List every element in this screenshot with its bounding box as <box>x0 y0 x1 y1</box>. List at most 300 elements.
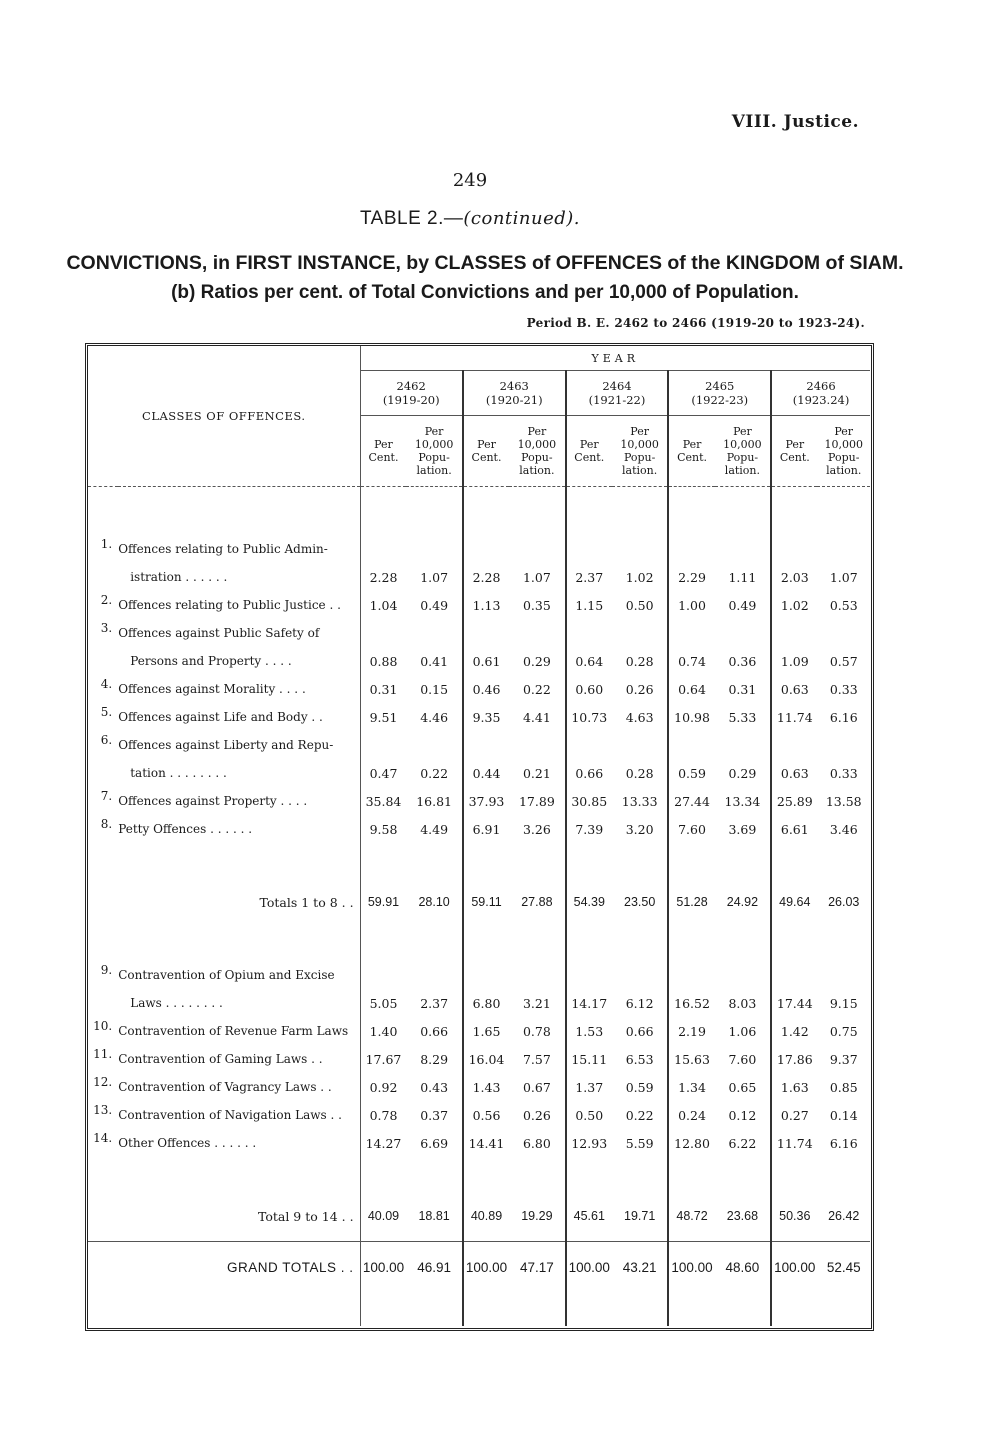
per-cent-value: 0.47 <box>360 759 406 787</box>
year-be: 2463 <box>499 379 529 393</box>
per-cent-value: 17.44 <box>771 989 817 1017</box>
per-pop-line: lation. <box>826 464 862 477</box>
year-be: 2466 <box>806 379 836 393</box>
offence-label: Offences against Life and Body . . <box>118 710 323 724</box>
per-10000-value: 0.59 <box>625 1079 654 1095</box>
gap-cell <box>817 1157 870 1191</box>
per-pop-line: Popu- <box>521 451 553 464</box>
gap-cell <box>463 927 509 961</box>
row-number: 6. <box>100 733 113 747</box>
spacer-cell <box>509 961 565 989</box>
per-10000-value: 0.26 <box>522 1107 551 1123</box>
total-per-cent: 45.61 <box>566 1191 612 1242</box>
row-number: 2. <box>100 593 113 607</box>
per-10000-value: 0.22 <box>625 1107 654 1123</box>
gap-cell <box>88 843 118 877</box>
gap-cell <box>509 1157 565 1191</box>
per-cent-value: 11.74 <box>771 1129 817 1157</box>
per-cent-line: Per <box>785 438 805 451</box>
per-cent-line: Per <box>477 438 496 451</box>
total-per-10000: 19.29 <box>521 1209 553 1223</box>
gap-cell <box>360 927 406 961</box>
spacer-cell <box>406 535 462 563</box>
spacer-cell <box>668 961 714 989</box>
per-cent-header <box>771 416 817 487</box>
per-10000-value: 0.65 <box>728 1079 757 1095</box>
spacer-cell <box>566 619 612 647</box>
offence-label: Contravention of Navigation Laws . . <box>118 1108 342 1122</box>
per-cent-value: 0.31 <box>360 675 406 703</box>
per-cent-header <box>463 416 509 487</box>
per-cent-value: 12.80 <box>668 1129 714 1157</box>
per-10000-value: 6.12 <box>625 995 654 1011</box>
per-cent-value: 1.04 <box>360 591 406 619</box>
section-heading: VIII. Justice. <box>731 112 859 132</box>
per-10000-value: 0.26 <box>625 681 654 697</box>
row-number: 5. <box>100 705 113 719</box>
per-10000-value: 9.37 <box>829 1051 858 1067</box>
per-10000-value: 0.49 <box>728 597 757 613</box>
spacer-cell <box>668 619 714 647</box>
gap-cell <box>360 843 406 877</box>
sub-title: (b) Ratios per cent. of Total Convictions and per 10,000 of Population. <box>171 282 799 303</box>
per-cent-value: 2.29 <box>668 563 714 591</box>
per-pop-line: Popu- <box>623 451 656 464</box>
per-cent-line: Per <box>579 438 599 451</box>
gap-cell <box>509 927 565 961</box>
offence-label: Contravention of Gaming Laws . . <box>118 1052 323 1066</box>
per-10000-value: 0.22 <box>522 681 551 697</box>
spacer-cell <box>509 731 565 759</box>
per-cent-value: 17.67 <box>360 1045 406 1073</box>
gap-before-total-1-8 <box>88 843 870 877</box>
total-per-10000: 26.42 <box>828 1209 860 1223</box>
per-10000-value: 0.75 <box>829 1023 858 1039</box>
per-cent-value: 1.37 <box>566 1073 612 1101</box>
year-2466-header <box>771 371 870 416</box>
row-number: 4. <box>100 677 113 691</box>
total-label: GRAND TOTALS . . <box>88 1242 360 1293</box>
per-10000-value: 6.80 <box>522 1135 551 1151</box>
per-cent-value: 1.15 <box>566 591 612 619</box>
gap-cell <box>771 1292 817 1326</box>
row-number: 11. <box>93 1047 113 1061</box>
spacer-cell <box>612 731 668 759</box>
per-10000-value: 1.02 <box>625 569 654 585</box>
per-10000-value: 0.37 <box>420 1107 449 1123</box>
per-10000-value: 0.78 <box>522 1023 551 1039</box>
total-per-10000: 23.68 <box>726 1209 759 1223</box>
per-10000-value: 2.37 <box>420 995 449 1011</box>
offence-label: Offences against Property . . . . <box>118 794 308 808</box>
offence-label: Contravention of Revenue Farm Laws <box>118 1024 349 1038</box>
per-10000-header <box>612 416 668 487</box>
per-pop-line: lation. <box>519 464 555 477</box>
gap-cell <box>509 1292 565 1326</box>
per-10000-value: 0.85 <box>829 1079 858 1095</box>
per-10000-value: 0.66 <box>420 1023 449 1039</box>
per-pop-line: Popu- <box>726 451 759 464</box>
spacer-cell <box>566 961 612 989</box>
total-per-cent: 48.72 <box>668 1191 714 1242</box>
per-10000-value: 3.69 <box>728 821 757 837</box>
per-10000-value: 0.29 <box>728 765 757 781</box>
gap-cell <box>360 1157 406 1191</box>
per-cent-line: Per <box>374 438 393 451</box>
gap-cell <box>771 843 817 877</box>
per-cent-value: 11.74 <box>771 703 817 731</box>
per-cent-line: Cent. <box>677 451 707 464</box>
offence-label-cont: Persons and Property . . . . <box>130 654 292 668</box>
spacer-cell <box>817 731 870 759</box>
spacer-cell <box>463 961 509 989</box>
contravention-row-label-line <box>88 961 870 989</box>
total-per-10000: 19.71 <box>624 1209 656 1223</box>
per-10000-header <box>817 416 870 487</box>
per-cent-line: Per <box>682 438 702 451</box>
gap-cell <box>118 1292 360 1326</box>
row-number: 9. <box>100 963 113 977</box>
per-10000-value: 13.33 <box>621 793 658 809</box>
total-label: Totals 1 to 8 . . <box>259 894 354 910</box>
per-pop-line: 10,000 <box>723 438 762 451</box>
per-10000-header <box>406 416 462 487</box>
per-cent-value: 0.61 <box>463 647 509 675</box>
per-10000-value: 0.33 <box>829 681 858 697</box>
per-10000-value: 1.11 <box>728 569 757 585</box>
per-cent-value: 2.28 <box>360 563 406 591</box>
spacer-cell <box>509 535 565 563</box>
per-pop-line: lation. <box>416 464 452 477</box>
per-cent-value: 0.63 <box>771 675 817 703</box>
total-per-10000: 26.03 <box>828 895 860 909</box>
per-cent-value: 37.93 <box>463 787 509 815</box>
row-number: 14. <box>93 1131 113 1145</box>
grand-totals-row <box>88 1242 870 1293</box>
row-number-spacer <box>88 759 118 787</box>
per-cent-value: 1.40 <box>360 1017 406 1045</box>
per-cent-value: 0.63 <box>771 759 817 787</box>
table-title <box>0 208 940 230</box>
gap-cell <box>118 1157 360 1191</box>
per-pop-line: Popu- <box>418 451 450 464</box>
per-10000-value: 6.53 <box>625 1051 654 1067</box>
total-per-cent: 59.11 <box>463 877 509 927</box>
gap-cell <box>509 843 565 877</box>
offence-row <box>88 703 870 731</box>
per-cent-value: 10.73 <box>566 703 612 731</box>
per-cent-value: 2.37 <box>566 563 612 591</box>
offence-row-label-line <box>88 731 870 759</box>
per-cent-value: 7.39 <box>566 815 612 843</box>
per-cent-value: 0.56 <box>463 1101 509 1129</box>
offence-label: Contravention of Opium and Excise <box>118 968 335 982</box>
offence-row-label-line <box>88 619 870 647</box>
per-10000-value: 0.28 <box>625 765 654 781</box>
year-header: YEAR <box>360 346 870 371</box>
spacer-cell <box>771 731 817 759</box>
per-cent-value: 1.43 <box>463 1073 509 1101</box>
total-9-14-row <box>88 1191 870 1242</box>
offence-label: Contravention of Vagrancy Laws . . <box>118 1080 332 1094</box>
per-pop-line: Popu- <box>828 451 860 464</box>
per-cent-value: 16.52 <box>668 989 714 1017</box>
spacer-cell <box>817 619 870 647</box>
per-10000-value: 1.07 <box>829 569 858 585</box>
per-pop-line: lation. <box>724 464 761 477</box>
total-per-cent: 54.39 <box>566 877 612 927</box>
offence-row <box>88 647 870 675</box>
spacer-cell <box>817 961 870 989</box>
offence-label: Other Offences . . . . . . <box>118 1136 257 1150</box>
gap-cell <box>771 927 817 961</box>
spacer-cell <box>715 619 771 647</box>
per-cent-value: 1.53 <box>566 1017 612 1045</box>
total-per-10000: 18.81 <box>418 1209 450 1223</box>
total-label: Total 9 to 14 . . <box>257 1208 354 1224</box>
gap-cell <box>566 1292 612 1326</box>
spacer-cell <box>406 961 462 989</box>
offence-label-cont: istration . . . . . . <box>130 570 228 584</box>
header-year-row <box>88 346 870 371</box>
per-10000-value: 6.22 <box>728 1135 757 1151</box>
per-10000-value: 17.89 <box>518 793 555 809</box>
row-number: 8. <box>100 817 113 831</box>
row-number: 12. <box>93 1075 113 1089</box>
gap-cell <box>463 843 509 877</box>
main-title: CONVICTIONS, in FIRST INSTANCE, by CLASSES of OFFENCES of the KINGDOM of SIAM. <box>66 252 904 274</box>
per-cent-value: 0.60 <box>566 675 612 703</box>
per-cent-value: 0.74 <box>668 647 714 675</box>
per-cent-value: 0.50 <box>566 1101 612 1129</box>
gap-cell <box>406 1292 462 1326</box>
total-per-cent: 50.36 <box>771 1191 817 1242</box>
per-cent-value: 1.63 <box>771 1073 817 1101</box>
per-10000-value: 0.12 <box>728 1107 757 1123</box>
gap-cell <box>668 843 714 877</box>
spacer-cell <box>715 535 771 563</box>
spacer-cell <box>566 535 612 563</box>
period-label: Period B. E. 2462 to 2466 (1919-20 to 1923-24). <box>526 316 865 330</box>
total-per-10000: 52.45 <box>817 1242 870 1293</box>
per-cent-value: 6.61 <box>771 815 817 843</box>
gap-cell <box>88 927 118 961</box>
spacer-cell <box>715 731 771 759</box>
row-number-spacer <box>88 647 118 675</box>
per-10000-value: 9.15 <box>829 995 858 1011</box>
offence-row <box>88 787 870 815</box>
gap-cell <box>118 927 360 961</box>
per-pop-line: 10,000 <box>824 438 863 451</box>
per-cent-value: 9.51 <box>360 703 406 731</box>
offence-label: Offences relating to Public Admin- <box>118 542 328 556</box>
per-cent-value: 0.64 <box>668 675 714 703</box>
per-10000-value: 6.69 <box>420 1135 449 1151</box>
per-10000-value: 0.14 <box>829 1107 858 1123</box>
per-10000-value: 0.21 <box>522 765 551 781</box>
per-cent-value: 15.63 <box>668 1045 714 1073</box>
contravention-row <box>88 1073 870 1101</box>
year-ce: (1923.24) <box>792 393 850 407</box>
offence-row <box>88 815 870 843</box>
spacer-cell <box>463 731 509 759</box>
gap-cell <box>463 1157 509 1191</box>
per-cent-value: 0.44 <box>463 759 509 787</box>
per-10000-value: 1.07 <box>522 569 551 585</box>
year-be: 2462 <box>396 379 426 393</box>
per-10000-value: 4.63 <box>625 709 654 725</box>
per-10000-value: 13.34 <box>724 793 761 809</box>
gap-cell <box>566 843 612 877</box>
spacer-cell <box>668 535 714 563</box>
row-number: 7. <box>100 789 113 803</box>
gap-cell <box>360 1292 406 1326</box>
per-cent-value: 2.03 <box>771 563 817 591</box>
per-10000-header <box>715 416 771 487</box>
spacer-cell <box>509 619 565 647</box>
gap-cell <box>406 927 462 961</box>
contravention-row <box>88 1017 870 1045</box>
total-per-cent: 51.28 <box>668 877 714 927</box>
total-per-cent: 59.91 <box>360 877 406 927</box>
gap-cell <box>612 1292 668 1326</box>
gap-cell <box>668 927 714 961</box>
header-separator <box>88 487 870 536</box>
total-per-cent: 40.09 <box>360 1191 406 1242</box>
gap-cell <box>817 927 870 961</box>
per-10000-value: 6.16 <box>829 1135 858 1151</box>
per-10000-value: 0.36 <box>728 653 757 669</box>
per-10000-value: 0.28 <box>625 653 654 669</box>
row-number: 1. <box>100 537 113 551</box>
per-10000-value: 4.46 <box>420 709 449 725</box>
total-per-cent: 100.00 <box>463 1242 509 1293</box>
gap-cell <box>715 927 771 961</box>
spacer-cell <box>566 731 612 759</box>
offence-label-cont: tation . . . . . . . . <box>130 766 227 780</box>
spacer-cell <box>463 619 509 647</box>
per-cent-value: 25.89 <box>771 787 817 815</box>
per-10000-value: 8.29 <box>420 1051 449 1067</box>
per-cent-value: 9.58 <box>360 815 406 843</box>
gap-cell <box>668 1292 714 1326</box>
per-cent-line: Cent. <box>471 451 502 464</box>
total-1-8-row <box>88 877 870 927</box>
per-cent-value: 0.24 <box>668 1101 714 1129</box>
total-per-cent: 100.00 <box>566 1242 612 1293</box>
per-cent-value: 0.78 <box>360 1101 406 1129</box>
per-cent-value: 10.98 <box>668 703 714 731</box>
per-10000-value: 0.67 <box>522 1079 551 1095</box>
total-per-10000: 43.21 <box>612 1242 668 1293</box>
offence-label: Offences against Liberty and Repu- <box>118 738 334 752</box>
per-cent-value: 0.59 <box>668 759 714 787</box>
per-cent-value: 7.60 <box>668 815 714 843</box>
per-10000-value: 0.35 <box>522 597 551 613</box>
year-ce: (1919-20) <box>382 393 440 407</box>
per-10000-value: 0.66 <box>625 1023 654 1039</box>
per-10000-value: 4.49 <box>420 821 449 837</box>
per-10000-value: 0.41 <box>420 653 449 669</box>
spacer-cell <box>360 535 406 563</box>
spacer-cell <box>406 619 462 647</box>
year-ce: (1922-23) <box>691 393 749 407</box>
per-cent-value: 17.86 <box>771 1045 817 1073</box>
per-cent-header <box>360 416 406 487</box>
total-per-10000: 27.88 <box>521 895 553 909</box>
spacer-cell <box>360 731 406 759</box>
row-number-spacer <box>88 563 118 591</box>
year-ce: (1920-21) <box>485 393 543 407</box>
spacer-cell <box>771 961 817 989</box>
gap-cell <box>715 1157 771 1191</box>
gap-cell <box>612 927 668 961</box>
per-10000-value: 3.21 <box>522 995 551 1011</box>
year-2463-header <box>463 371 566 416</box>
row-number: 3. <box>100 621 113 635</box>
per-pop-line: Per <box>424 425 444 438</box>
total-per-cent: 49.64 <box>771 877 817 927</box>
total-per-cent: 40.89 <box>463 1191 509 1242</box>
spacer-cell <box>463 535 509 563</box>
gap-cell <box>817 843 870 877</box>
per-cent-value: 0.46 <box>463 675 509 703</box>
gap-cell <box>406 843 462 877</box>
convictions-table <box>88 346 870 1326</box>
per-cent-value: 16.04 <box>463 1045 509 1073</box>
per-10000-value: 16.81 <box>416 793 453 809</box>
per-cent-value: 6.91 <box>463 815 509 843</box>
table-tail <box>88 1292 870 1326</box>
offence-label: Petty Offences . . . . . . <box>118 822 253 836</box>
per-cent-value: 15.11 <box>566 1045 612 1073</box>
offence-label: Offences relating to Public Justice . . <box>118 598 341 612</box>
table-title-continued: (continued). <box>463 208 581 229</box>
gap-cell <box>566 927 612 961</box>
per-cent-value: 1.42 <box>771 1017 817 1045</box>
per-cent-line: Cent. <box>779 451 810 464</box>
per-cent-value: 12.93 <box>566 1129 612 1157</box>
per-10000-value: 0.33 <box>829 765 858 781</box>
per-10000-value: 0.31 <box>728 681 757 697</box>
per-pop-line: Per <box>733 425 752 438</box>
per-cent-value: 2.19 <box>668 1017 714 1045</box>
total-per-10000: 47.17 <box>509 1242 565 1293</box>
per-cent-value: 14.27 <box>360 1129 406 1157</box>
total-per-10000: 48.60 <box>715 1242 771 1293</box>
per-10000-value: 5.59 <box>625 1135 654 1151</box>
per-10000-value: 6.16 <box>829 709 858 725</box>
per-cent-value: 6.80 <box>463 989 509 1017</box>
per-cent-value: 35.84 <box>360 787 406 815</box>
per-cent-value: 14.17 <box>566 989 612 1017</box>
per-cent-value: 0.92 <box>360 1073 406 1101</box>
per-cent-value: 1.13 <box>463 591 509 619</box>
row-number: 10. <box>93 1019 113 1033</box>
per-cent-value: 30.85 <box>566 787 612 815</box>
offence-label: Offences against Morality . . . . <box>118 682 306 696</box>
contravention-row <box>88 1101 870 1129</box>
year-2465-header <box>668 371 771 416</box>
offence-row-label-line <box>88 535 870 563</box>
per-cent-line: Cent. <box>368 451 399 464</box>
year-be: 2464 <box>602 379 632 393</box>
contravention-row <box>88 1129 870 1157</box>
gap-cell <box>715 843 771 877</box>
per-10000-value: 1.07 <box>420 569 449 585</box>
per-cent-value: 0.66 <box>566 759 612 787</box>
per-cent-value: 14.41 <box>463 1129 509 1157</box>
